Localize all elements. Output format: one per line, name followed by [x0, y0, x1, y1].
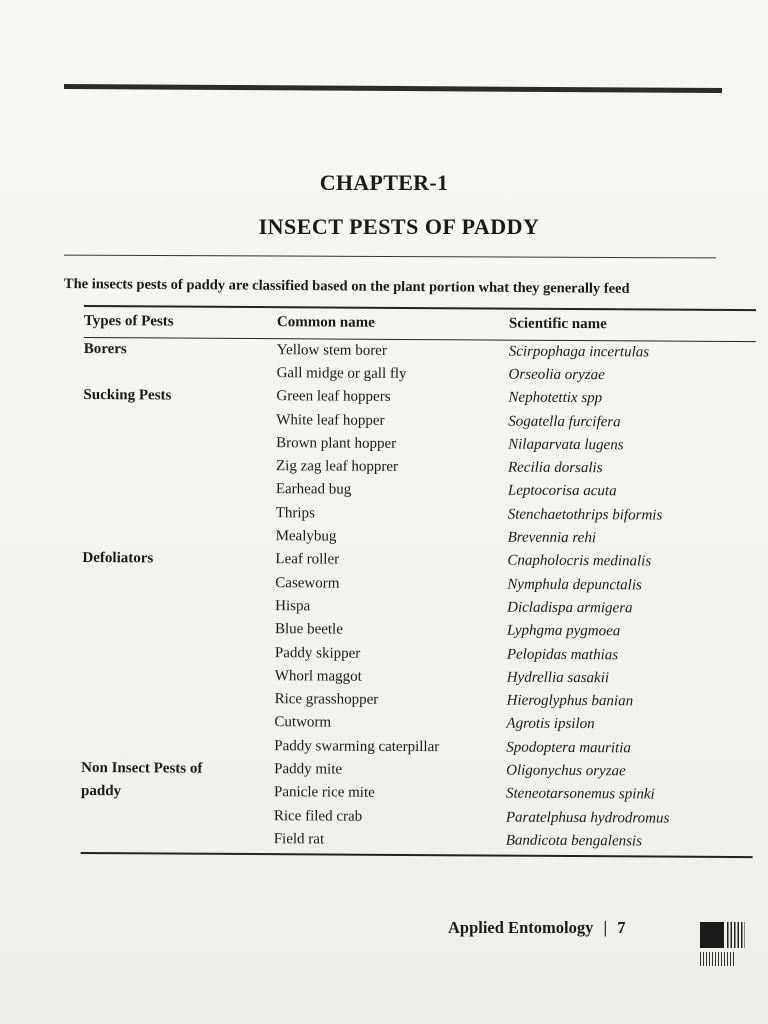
row-type: paddy [80, 783, 122, 800]
row-common-name: Panicle rice mite [273, 784, 375, 802]
row-type [81, 838, 274, 839]
row-type: Borers [83, 340, 127, 357]
row-type [82, 605, 275, 606]
table-row [81, 827, 753, 854]
row-type [84, 372, 277, 373]
row-scientific-name: Hydrellia sasakii [506, 669, 610, 687]
table-body [81, 337, 756, 854]
row-type: Sucking Pests [83, 387, 172, 404]
row-scientific-name: Hieroglyphus banian [506, 692, 634, 710]
row-common-name: Green leaf hoppers [276, 388, 391, 406]
row-scientific-name: Agrotis ipsilon [506, 715, 595, 733]
row-common-name: Brown plant hopper [276, 435, 397, 452]
row-common-name: Paddy mite [274, 761, 343, 778]
row-scientific-name: Oligonychus oryzae [506, 762, 626, 780]
row-common-name: Mealybug [275, 528, 337, 545]
row-scientific-name: Orseolia oryzae [508, 366, 605, 384]
row-scientific-name: Paratelphusa hydrodromus [505, 809, 670, 827]
page-title: INSECT PESTS OF PADDY [258, 214, 540, 239]
barcode-icon [727, 922, 745, 948]
row-scientific-name: Cnapholocris medinalis [507, 552, 652, 570]
row-common-name: Leaf roller [275, 551, 340, 568]
row-common-name: Whorl maggot [274, 667, 362, 685]
row-scientific-name: Leptocorisa acuta [507, 483, 617, 500]
row-common-name: Cutworm [274, 714, 332, 731]
row-common-name: Paddy skipper [274, 644, 361, 662]
row-type [82, 582, 275, 583]
row-scientific-name: Sogatella furcifera [508, 413, 621, 430]
table-header [84, 306, 756, 340]
corner-block-icon [700, 922, 724, 948]
row-type [81, 815, 274, 816]
row-scientific-name: Dicladispa armigera [507, 599, 633, 617]
chapter-label: CHAPTER-1 [319, 170, 449, 195]
row-common-name: Field rat [273, 831, 325, 848]
row-common-name: Hispa [275, 598, 311, 615]
row-type [83, 512, 276, 513]
row-type [83, 466, 276, 467]
row-scientific-name: Steneotarsonemus spinki [505, 785, 655, 803]
row-type [82, 675, 275, 676]
row-scientific-name: Nephotettix spp [508, 389, 603, 407]
row-type: Defoliators [82, 550, 154, 567]
row-type [81, 722, 274, 723]
row-common-name: Yellow stem borer [276, 341, 387, 359]
footer-book-title: Applied Entomology [448, 918, 594, 937]
row-type [82, 699, 275, 700]
row-scientific-name: Scirpophaga incertulas [508, 343, 650, 361]
row-type [83, 419, 276, 420]
row-type [83, 536, 276, 537]
row-common-name: Rice grasshopper [274, 691, 379, 708]
header-types: Types of Pests [83, 312, 174, 330]
header-common-name: Common name [276, 314, 375, 331]
row-common-name: Earhead bug [275, 481, 352, 499]
row-scientific-name: Stenchaetothrips biformis [507, 506, 663, 524]
row-common-name: Thrips [275, 504, 315, 522]
row-common-name: Gall midge or gall fly [276, 365, 407, 382]
row-common-name: Paddy swarming caterpillar [274, 737, 440, 755]
footer-page-number: 7 [617, 918, 626, 937]
row-common-name: White leaf hopper [276, 411, 385, 429]
row-type: Non Insect Pests of [81, 759, 203, 777]
row-type [82, 629, 275, 630]
row-scientific-name: Spodoptera mauritia [506, 739, 631, 757]
row-type [81, 745, 274, 746]
row-scientific-name: Nymphula depunctalis [507, 576, 642, 594]
intro-text: The insects pests of paddy are classified based on the plant portion what they generally feed [63, 276, 630, 297]
row-common-name: Caseworm [275, 574, 340, 592]
row-scientific-name: Bandicota bengalensis [505, 832, 643, 850]
row-common-name: Rice filed crab [273, 807, 363, 825]
header-scientific-name: Scientific name [508, 315, 607, 333]
row-scientific-name: Nilaparvata lugens [508, 436, 624, 454]
row-type [82, 652, 275, 653]
footer [448, 918, 625, 938]
small-barcode-icon [700, 952, 734, 966]
row-type [83, 489, 276, 490]
row-scientific-name: Recilia dorsalis [507, 459, 603, 477]
row-common-name: Blue beetle [274, 621, 343, 638]
row-scientific-name: Lyphgma pygmoea [506, 622, 621, 640]
row-scientific-name: Pelopidas mathias [506, 646, 619, 663]
footer-separator: | [603, 918, 608, 937]
row-scientific-name: Brevennia rehi [507, 529, 597, 547]
pests-table [81, 305, 756, 858]
row-type [83, 442, 276, 443]
row-common-name: Zig zag leaf hopprer [275, 458, 399, 476]
